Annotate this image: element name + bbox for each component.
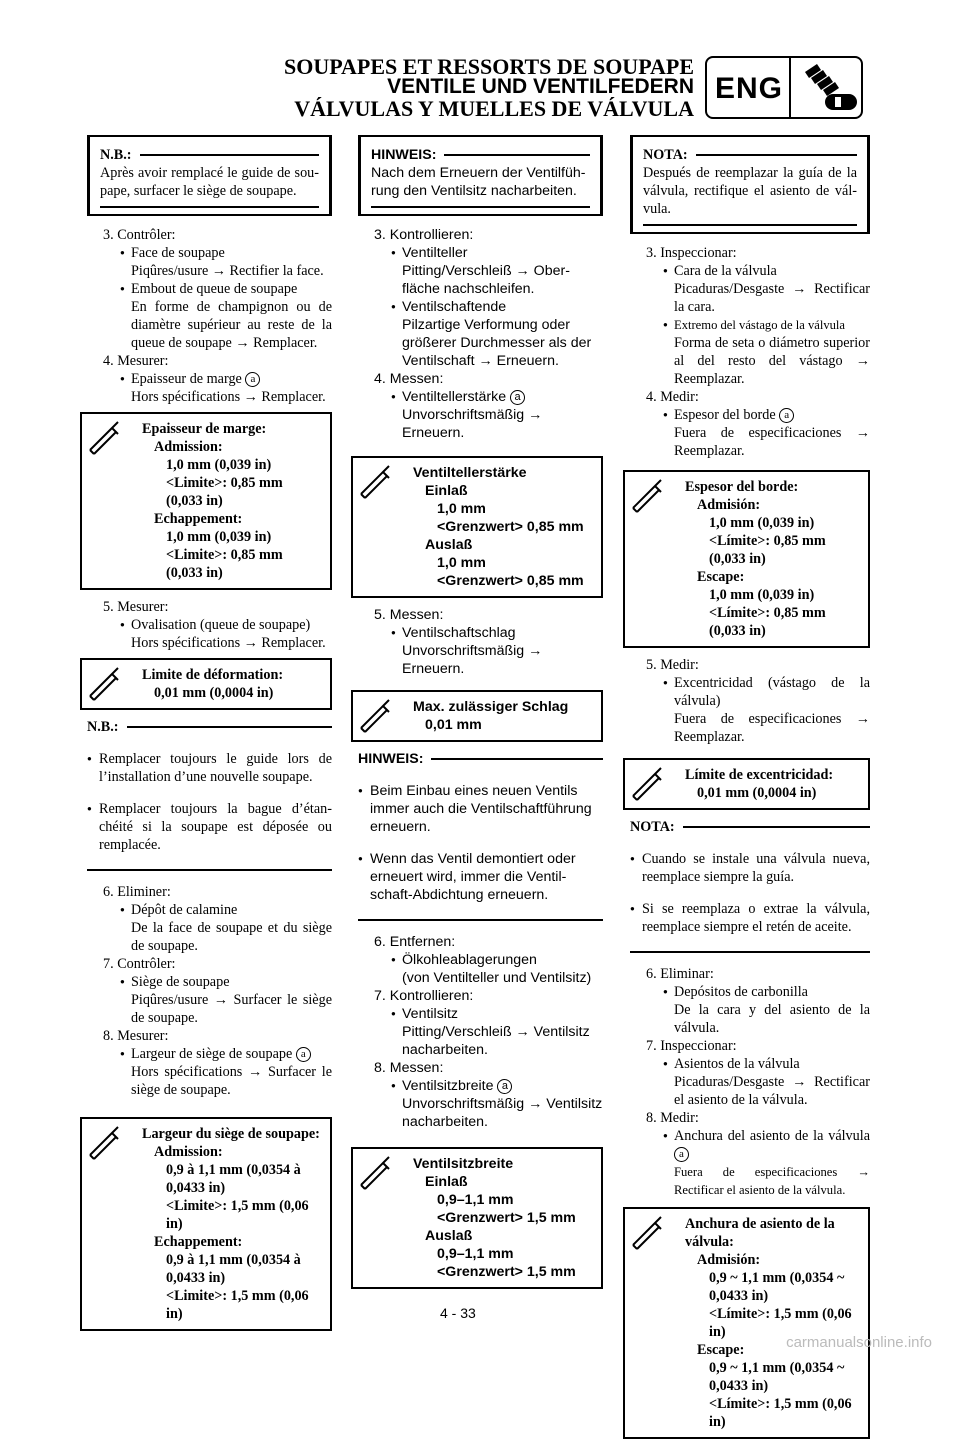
step-3-bullet-1: ● Cara de la válvula <box>674 262 870 280</box>
spec-line: <Limite>: 0,85 mm (0,033 in) <box>166 475 283 509</box>
step-7-bullet-1: ● Asientos de la válvula <box>674 1055 870 1073</box>
step-4-bullet-1: ● Ventiltellerstärke a <box>402 388 603 406</box>
spec-box-runout <box>80 658 332 710</box>
spec-box-seat-width <box>623 1207 870 1439</box>
step-6: 6. Entfernen: <box>374 933 456 950</box>
step-7-bullet-1-text: Pitting/Verschleiß → Ventilsitz nacharbeiten. <box>402 1023 590 1058</box>
spec-line: Auslaß <box>425 537 473 553</box>
spec-title: Largeur du siège de soupape: <box>142 1125 320 1142</box>
step-6: 6. Eliminar: <box>646 965 714 982</box>
spec-line: <Limite>: 1,5 mm (0,06 in) <box>166 1197 309 1232</box>
callout-a-icon: a <box>497 1079 512 1094</box>
spec-line: <Límite>: 1,5 mm (0,06 in) <box>709 1395 852 1430</box>
note-bullet-2: ● Remplacer toujours la bague d’étanchéité si la soupape est déposée ou remplacée. <box>87 800 332 854</box>
spec-line: <Grenzwert> 1,5 mm <box>437 1263 576 1280</box>
column-spanish <box>630 135 870 1447</box>
spec-line: Echappement: <box>154 1233 243 1250</box>
wrench-icon <box>631 478 671 514</box>
title-spanish: VÁLVULAS Y MUELLES DE VÁLVULA <box>294 96 694 121</box>
note-bullet-1: ● Remplacer toujours le guide lors de l’installation d’une nouvelle soupape. <box>87 750 332 786</box>
step-6-bullet-1: ● Ölkohleablagerungen <box>402 951 603 969</box>
spec-line: 1,0 mm <box>437 555 486 571</box>
callout-a-icon: a <box>779 408 794 423</box>
wrench-icon <box>631 766 671 802</box>
spec-line: <Límite>: 0,85 mm (0,033 in) <box>709 533 826 567</box>
step-6-bullet-1-text: De la cara y del asiento de la válvula. <box>674 1001 870 1036</box>
note-head: HINWEIS: <box>371 147 437 163</box>
spec-box-margin <box>351 456 603 598</box>
spec-title: Ventiltellerstärke <box>413 465 527 481</box>
step-6-bullet-1-text: De la face de soupape et du siège de soupape. <box>131 919 332 954</box>
spec-line: 0,01 mm (0,0004 in) <box>154 685 274 701</box>
step-5: 5. Medir: <box>646 657 699 673</box>
spec-line: 0,9 ~ 1,1 mm (0,0354 ~ 0,0433 in) <box>709 1269 845 1304</box>
spec-title: Max. zulässiger Schlag <box>413 699 569 715</box>
note-2 <box>358 750 603 921</box>
note-text: Après avoir remplacé le guide de soupape, surfacer le siège de soupape. <box>100 165 319 199</box>
spec-line: <Limite>: 1,5 mm (0,06 in) <box>166 1287 309 1322</box>
step-8: 8. Medir: <box>646 1109 699 1126</box>
step-7: 7. Contrôler: <box>103 955 176 972</box>
step-5: 5. Mesurer: <box>103 599 169 615</box>
spec-line: Admisión: <box>697 497 761 513</box>
step-3-bullet-2-text: En forme de champignon ou de diamètre supérieur au reste de la queue de soupape → Remplacer. <box>131 299 332 351</box>
step-8-bullet-1: ● Largeur de siège de soupape a <box>131 1045 332 1063</box>
spec-box-seat-width <box>351 1147 603 1289</box>
step-6-bullet-1: ● Depósitos de carbonilla <box>674 983 870 1001</box>
spec-line: 1,0 mm (0,039 in) <box>709 587 815 603</box>
note-box-1 <box>630 135 870 234</box>
step-7-bullet-1: ● Siège de soupape <box>131 973 332 991</box>
step-4-bullet-1-text: Unvorschriftsmäßig → Erneuern. <box>402 407 543 441</box>
spec-line: <Límite>: 1,5 mm (0,06 in) <box>709 1305 852 1340</box>
spec-line: <Limite>: 0,85 mm (0,033 in) <box>166 547 283 581</box>
note-box-1 <box>87 135 332 216</box>
step-3: 3. Contrôler: <box>103 227 176 243</box>
spec-line: 1,0 mm (0,039 in) <box>166 457 272 473</box>
spec-line: 0,01 mm (0,0004 in) <box>697 785 817 801</box>
spec-line: 0,9 ~ 1,1 mm (0,0354 ~ 0,0433 in) <box>709 1359 845 1394</box>
step-8-bullet-1: ● Anchura del asiento de la válvula a <box>674 1127 870 1163</box>
spec-line: 0,9 à 1,1 mm (0,0354 à 0,0433 in) <box>166 1161 301 1196</box>
title-french: SOUPAPES ET RESSORTS DE SOUPAPE <box>284 54 694 79</box>
spec-line: Escape: <box>697 1341 745 1358</box>
callout-a-icon: a <box>296 1047 311 1062</box>
step-7: 7. Inspeccionar: <box>646 1037 737 1054</box>
section-tag-divider <box>789 58 791 117</box>
spec-line: <Grenzwert> 0,85 mm <box>437 519 584 535</box>
step-3-bullet-1-text: Pitting/Verschleiß → Oberfläche nachschleifen. <box>402 263 570 297</box>
step-5-bullet-1-text: Unvorschriftsmäßig → Erneuern. <box>402 643 543 677</box>
section-tag: ENG <box>715 72 784 105</box>
note-bullet-1: ● Beim Einbau eines neuen Ventils immer auch die Ventilschaftführung erneuern. <box>358 782 603 836</box>
step-6-bullet-1-text: (von Ventilteller und Ventilsitz) <box>402 969 592 986</box>
spec-line: Admission: <box>154 439 223 455</box>
step-8-bullet-1-text: Fuera de especificaciones → Rectificar el asiento de la válvula. <box>674 1164 870 1197</box>
spec-title: Espesor del borde: <box>685 479 799 495</box>
title-german: VENTILE UND VENTILFEDERN <box>387 75 694 98</box>
note-bullet-2: ● Wenn das Ventil demontiert oder erneuert wird, immer die Ventilschaft-Abdichtung erneuern. <box>358 850 603 904</box>
step-4-bullet-1: ● Espesor del borde a <box>674 406 870 424</box>
wrench-icon <box>359 698 399 734</box>
spec-title: Límite de excentricidad: <box>685 767 834 783</box>
spec-line: Admisión: <box>697 1251 761 1268</box>
step-3-bullet-2-text: Pilzartige Verformung oder größerer Durchmesser als der Ventilschaft → Erneuern. <box>402 317 592 369</box>
spec-line: 0,9–1,1 mm <box>437 1245 514 1262</box>
wrench-icon <box>88 666 128 702</box>
callout-a-icon: a <box>510 390 525 405</box>
step-3-bullet-2-text: Forma de seta o diámetro superior al del resto del vástago → Reemplazar. <box>674 335 870 387</box>
step-4: 4. Mesurer: <box>103 353 169 369</box>
step-5-bullet-1: ● Ventilschaftschlag <box>402 624 603 642</box>
wrench-icon <box>631 1215 671 1251</box>
spec-line: 1,0 mm (0,039 in) <box>166 529 272 545</box>
step-4: 4. Medir: <box>646 389 699 405</box>
spec-line: Admission: <box>154 1143 223 1160</box>
spec-line: 0,01 mm <box>425 717 482 733</box>
spec-line: Einlaß <box>425 1173 468 1190</box>
column-french <box>87 135 332 1339</box>
step-8-bullet-1-text: Hors spécifications → Surfacer le siège de soupape. <box>131 1063 332 1098</box>
page-header <box>0 0 960 130</box>
spec-line: Echappement: <box>154 511 243 527</box>
step-3-bullet-2: ● Ventilschaftende <box>402 298 603 316</box>
step-3-bullet-1: ● Ventilteller <box>402 244 603 262</box>
note-bullet-1: ● Cuando se instale una válvula nueva, reemplace siempre la guía. <box>630 850 870 886</box>
spec-line: <Límite>: 0,85 mm (0,033 in) <box>709 605 826 639</box>
note-head: N.B.: <box>87 719 119 735</box>
step-7-bullet-1-text: Picaduras/Desgaste → Rectificar el asiento de la válvula. <box>674 1073 870 1108</box>
spec-line: Auslaß <box>425 1227 473 1244</box>
note-head: NOTA: <box>643 147 688 163</box>
spec-line: Escape: <box>697 569 745 585</box>
step-8: 8. Messen: <box>374 1059 444 1076</box>
step-5-bullet-1-text: Hors spécifications → Remplacer. <box>131 635 326 651</box>
step-3-bullet-1-text: Piqûres/usure → Rectifier la face. <box>131 263 324 279</box>
step-6: 6. Eliminer: <box>103 883 171 900</box>
step-4: 4. Messen: <box>374 371 444 387</box>
step-5-bullet-1-text: Fuera de especificaciones → Reemplazar. <box>674 711 870 745</box>
wrench-icon <box>88 1125 128 1161</box>
spec-box-margin <box>80 412 332 590</box>
step-8-bullet-1-text: Unvorschriftsmäßig → Ventilsitz nacharbeiten. <box>402 1095 603 1130</box>
step-6-bullet-1: ● Dépôt de calamine <box>131 901 332 919</box>
step-7: 7. Kontrollieren: <box>374 987 474 1004</box>
watermark: carmanualsonline.info <box>786 1334 932 1351</box>
wrench-icon <box>359 1155 399 1191</box>
step-4-bullet-1-text: Hors spécifications → Remplacer. <box>131 389 326 405</box>
column-german <box>358 135 603 1297</box>
step-5-bullet-1: ● Ovalisation (queue de soupape) <box>131 616 332 634</box>
note-text: Nach dem Erneuern der Ventilführung den Ventilsitz nacharbeiten. <box>371 165 586 199</box>
engine-valve-icon <box>799 62 861 114</box>
step-3-bullet-1-text: Picaduras/Desgaste → Rectificar la cara. <box>674 281 870 315</box>
spec-box-seat-width <box>80 1117 332 1331</box>
step-5: 5. Messen: <box>374 607 444 623</box>
note-head: N.B.: <box>100 147 132 163</box>
note-bullet-2: ● Si se reemplaza o extrae la válvula, reemplace siempre el retén de aceite. <box>630 900 870 936</box>
note-2 <box>87 718 332 871</box>
step-3-bullet-2: ● Extremo del vástago de la válvula <box>674 316 870 334</box>
spec-title: Anchura de asiento de la válvula: <box>685 1215 835 1250</box>
section-tag-box <box>705 56 863 119</box>
note-text: Después de reemplazar la guía de la válvula, rectifique el asiento de válvula. <box>643 165 857 217</box>
callout-a-icon: a <box>674 1147 689 1162</box>
step-8: 8. Mesurer: <box>103 1027 169 1044</box>
step-3: 3. Inspeccionar: <box>646 245 737 261</box>
spec-line: 1,0 mm <box>437 501 486 517</box>
spec-title: Ventilsitzbreite <box>413 1155 514 1172</box>
note-box-1 <box>358 135 603 216</box>
spec-line: 1,0 mm (0,039 in) <box>709 515 815 531</box>
step-3-bullet-2: ● Embout de queue de soupape <box>131 280 332 298</box>
step-3: 3. Kontrollieren: <box>374 227 474 243</box>
step-5-bullet-1: ● Excentricidad (vástago de la válvula) <box>674 674 870 710</box>
page-number: 4 - 33 <box>440 1305 476 1321</box>
note-head: NOTA: <box>630 819 675 835</box>
spec-line: <Grenzwert> 1,5 mm <box>437 1209 576 1226</box>
wrench-icon <box>88 420 128 456</box>
spec-line: <Grenzwert> 0,85 mm <box>437 573 584 589</box>
spec-box-runout <box>623 758 870 810</box>
wrench-icon <box>359 464 399 500</box>
spec-line: 0,9 à 1,1 mm (0,0354 à 0,0433 in) <box>166 1251 301 1286</box>
step-3-bullet-1: ● Face de soupape <box>131 244 332 262</box>
step-7-bullet-1-text: Piqûres/usure → Surfacer le siège de soupape. <box>131 991 332 1026</box>
step-8-bullet-1: ● Ventilsitzbreite a <box>402 1077 603 1095</box>
note-2 <box>630 818 870 953</box>
spec-title: Epaisseur de marge: <box>142 421 267 437</box>
step-4-bullet-1-text: Fuera de especificaciones → Reemplazar. <box>674 425 870 459</box>
spec-line: 0,9–1,1 mm <box>437 1191 514 1208</box>
spec-title: Limite de déformation: <box>142 667 284 683</box>
spec-line: Einlaß <box>425 483 468 499</box>
spec-box-runout <box>351 690 603 742</box>
callout-a-icon: a <box>245 372 260 387</box>
step-4-bullet-1: ● Epaisseur de marge a <box>131 370 332 388</box>
step-7-bullet-1: ● Ventilsitz <box>402 1005 603 1023</box>
spec-box-margin <box>623 470 870 648</box>
note-head: HINWEIS: <box>358 751 424 767</box>
